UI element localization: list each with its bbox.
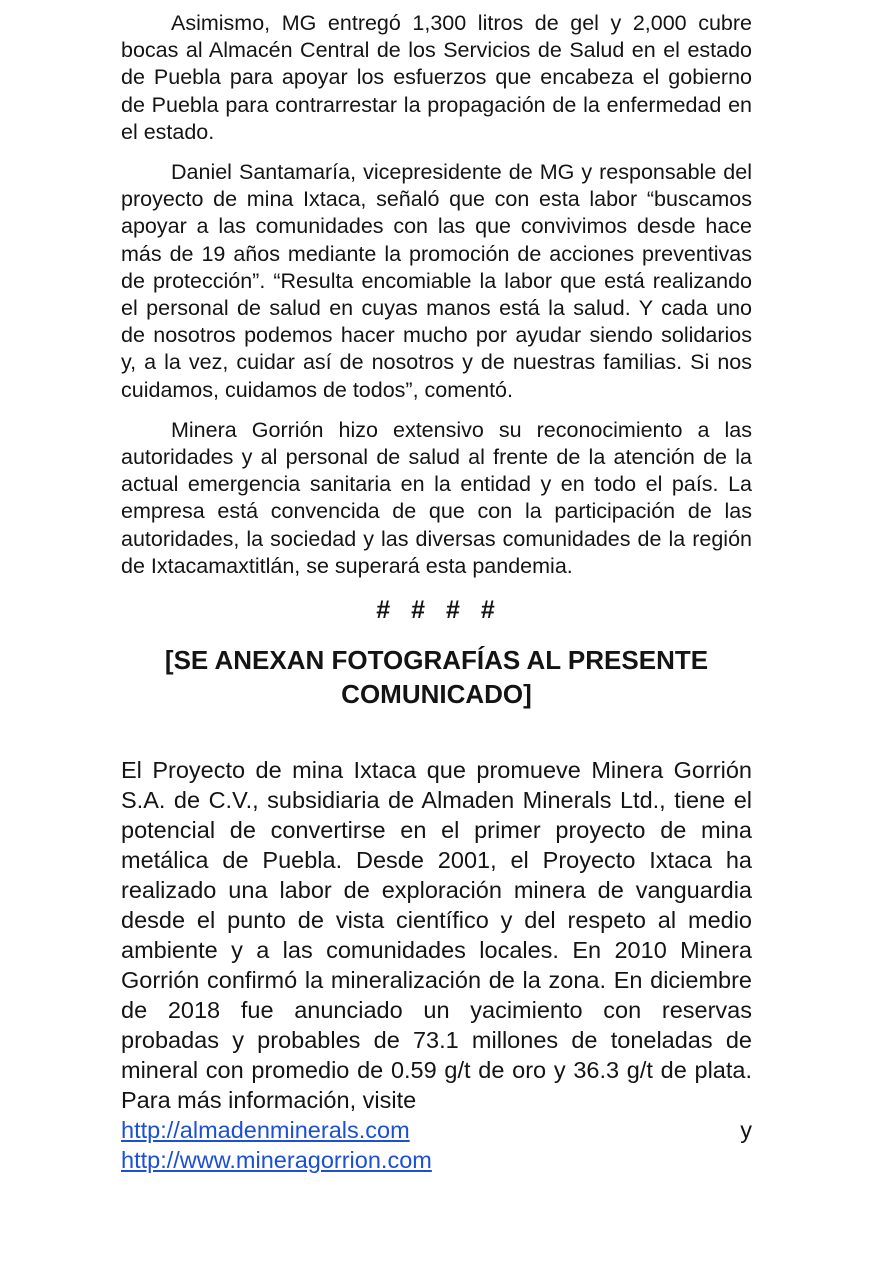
paragraph-donation: Asimismo, MG entregó 1,300 litros de gel y 2,000 cubre bocas al Almacén Central de los Servicios de Salud en el estado de Puebla para apoyar los esfuerzos que encabeza el gobierno de Puebla para contrarrestar la propagación de la enfermedad en el estado. [121, 11, 752, 144]
document-page [121, 10, 752, 1175]
link-line-2 [121, 1145, 752, 1175]
about-section [121, 755, 752, 1175]
mineragorrion-link[interactable]: http://www.mineragorrion.com [121, 1147, 432, 1174]
annex-notice: [SE ANEXAN FOTOGRAFÍAS AL PRESENTE COMUNICADO] [164, 645, 709, 710]
about-text: El Proyecto de mina Ixtaca que promueve Minera Gorrión S.A. de C.V., subsidiaria de Almaden Minerals Ltd., tiene el potencial de convertirse en el primer proyecto de mina metálica de Puebla. Desde 2001, el Proyecto Ixtaca ha realizado una labor de exploración minera de vanguardia desde el punto de vista científico y del respeto al medio ambiente y a las comunidades locales. En 2010 Minera Gorrión confirmó la mineralización de la zona. En diciembre de 2018 fue anunciado un yacimiento con reservas probadas y probables de 73.1 millones de toneladas de mineral con promedio de 0.59 g/t de oro y 36.3 g/t de plata. Para más información, visite [121, 757, 752, 1114]
paragraph-vicepresident-quote: Daniel Santamaría, vicepresidente de MG y responsable del proyecto de mina Ixtaca, señaló que con esta labor “buscamos apoyar a las comunidades con las que convivimos desde hace más de 19 años mediante la promoción de acciones preventivas de protección”. “Resulta encomiable la labor que está realizando el personal de salud en cuyas manos está la salud. Y cada uno de nosotros podemos hacer mucho por ayudar siendo solidarios y, a la vez, cuidar así de nosotros y de nuestras familias. Si nos cuidamos, cuidamos de todos”, comentó. [121, 160, 752, 402]
link-conjunction: y [740, 1117, 752, 1144]
link-line [121, 1115, 752, 1145]
almaden-link[interactable]: http://almadenminerals.com [121, 1117, 410, 1144]
section-separator: # # # # [376, 596, 497, 625]
paragraph-recognition: Minera Gorrión hizo extensivo su reconocimiento a las autoridades y al personal de salud al frente de la atención de la actual emergencia sanitaria en la entidad y en todo el país. La empresa está convencida de que con la participación de las autoridades, la sociedad y las diversas comunidades de la región de Ixtacamaxtitlán, se superará esta pandemia. [121, 417, 752, 578]
